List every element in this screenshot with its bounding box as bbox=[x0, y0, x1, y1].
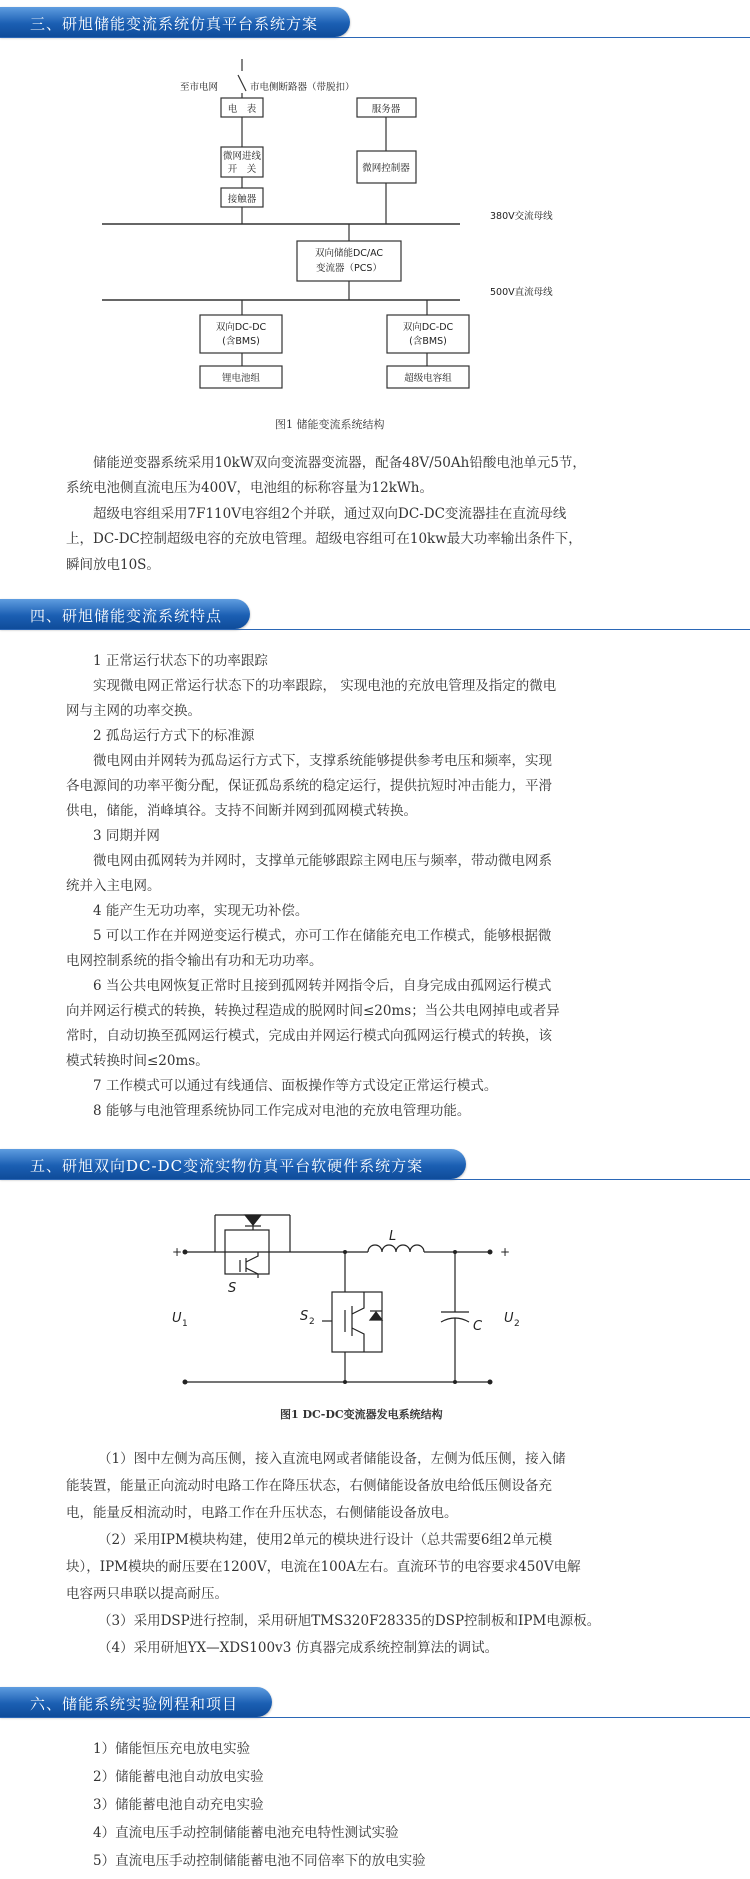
dcdc-box-left-line2: (含BMS) bbox=[222, 336, 260, 347]
feature-5-text-cont: 电网控制系统的指令输出有功和无功功率。 bbox=[66, 953, 323, 969]
s3-para-1-line-2: 系统电池侧直流电压为400V，电池组的标称容量为12kWh。 bbox=[66, 480, 433, 496]
s3-para-1-line-1: 储能逆变器系统采用10kW双向变流器变流器，配备48V/50Ah铅酸电池单元5节， bbox=[93, 455, 586, 471]
feature-4-heading: 4 能产生无功功率，实现无功补偿。 bbox=[93, 903, 309, 919]
battery-box: 锂电池组 bbox=[221, 373, 261, 384]
s5-point-1-cont-2: 电，能量反相流动时，电路工作在升压状态，右侧储能设备放电。 bbox=[66, 1505, 458, 1521]
terminal-plus-right: + bbox=[500, 1245, 511, 1259]
s3-para-2-line-2: 上，DC-DC控制超级电容的充放电管理。超级电容组可在10kw最大功率输出条件下， bbox=[66, 531, 582, 547]
line-switch-box-line2: 开 关 bbox=[227, 164, 257, 175]
figure-1-caption: 图1 储能变流系统结构 bbox=[275, 418, 385, 431]
dcdc-box-right-line2: (含BMS) bbox=[409, 336, 447, 347]
section-3-header bbox=[0, 4, 750, 40]
pcs-box-line2: 变流器（PCS） bbox=[316, 263, 382, 274]
feature-6-text-cont-3: 模式转换时间≤20ms。 bbox=[66, 1053, 209, 1069]
meter-box: 电 表 bbox=[227, 104, 257, 115]
experiment-item-4: 4）直流电压手动控制储能蓄电池充电特性测试实验 bbox=[93, 1825, 399, 1841]
voltage-u1-label: U bbox=[172, 1311, 182, 1326]
feature-2-text-cont-2: 供电，储能，消峰填谷。支持不间断并网到孤网模式转换。 bbox=[66, 803, 417, 819]
switch-s2-label: S bbox=[300, 1309, 309, 1324]
feature-8-heading: 8 能够与电池管理系统协同工作完成对电池的充放电管理功能。 bbox=[93, 1103, 471, 1119]
feature-1-text-cont: 网与主网的功率交换。 bbox=[66, 703, 201, 719]
feature-7-heading: 7 工作模式可以通过有线通信、面板操作等方式设定正常运行模式。 bbox=[93, 1078, 498, 1094]
section-5-header bbox=[0, 1146, 750, 1182]
server-box: 服务器 bbox=[371, 104, 401, 115]
voltage-u2-subscript: 2 bbox=[514, 1319, 520, 1329]
capacitor-label: C bbox=[473, 1319, 483, 1334]
feature-2-text-cont-1: 各电源间的功率平衡分配，保证孤岛系统的稳定运行，提供抗短时冲击能力，平滑 bbox=[66, 778, 552, 794]
switch-s2-subscript: 2 bbox=[309, 1317, 315, 1327]
feature-6-heading: 6 当公共电网恢复正常时且接到孤网转并网指令后，自身完成由孤网运行模式 bbox=[93, 978, 552, 994]
feature-3-heading: 3 同期并网 bbox=[93, 828, 160, 844]
feature-6-text-cont-1: 向并网运行模式的转换，转换过程造成的脱网时间≤20ms；当公共电网掉电或者异 bbox=[66, 1003, 560, 1019]
dcdc-box-right: 双向DC-DC bbox=[402, 322, 454, 333]
s5-point-2-cont-1: 块），IPM模块的耐压要在1200V，电流在100A左右。直流环节的电容要求450V电解 bbox=[66, 1559, 581, 1575]
terminal-plus-left: + bbox=[172, 1245, 183, 1259]
experiment-item-5: 5）直流电压手动控制储能蓄电池不同倍率下的放电实验 bbox=[93, 1853, 426, 1869]
s5-point-1: （1）图中左侧为高压侧，接入直流电网或者储能设备，左侧为低压侧，接入储 bbox=[98, 1451, 566, 1467]
switch-s1-label: S bbox=[228, 1281, 237, 1296]
dc-bus-label: 500V直流母线 bbox=[490, 287, 553, 298]
feature-3-text: 微电网由孤网转为并网时，支撑单元能够跟踪主网电压与频率，带动微电网系 bbox=[93, 853, 552, 869]
section-4-header bbox=[0, 596, 750, 632]
s3-para-2-line-3: 瞬间放电10S。 bbox=[66, 557, 160, 573]
inductor-label: L bbox=[389, 1229, 397, 1244]
contactor-box: 接触器 bbox=[227, 194, 257, 205]
s5-point-2-cont-2: 电容两只串联以提高耐压。 bbox=[66, 1586, 228, 1602]
section-5-title: 五、研旭双向DC-DC变流实物仿真平台软硬件系统方案 bbox=[30, 1157, 424, 1175]
feature-1-text: 实现微电网正常运行状态下的功率跟踪， 实现电池的充放电管理及指定的微电 bbox=[93, 678, 557, 694]
feature-3-text-cont: 统并入主电网。 bbox=[66, 878, 161, 894]
feature-6-text-cont-2: 常时，自动切换至孤网运行模式，完成由并网运行模式向孤网运行模式的转换，该 bbox=[66, 1028, 552, 1044]
voltage-u1-subscript: 1 bbox=[182, 1319, 188, 1329]
voltage-u2-label: U bbox=[504, 1311, 514, 1326]
experiment-item-2: 2）储能蓄电池自动放电实验 bbox=[93, 1769, 264, 1785]
s5-point-1-cont-1: 能装置，能量正向流动时电路工作在降压状态，右侧储能设备放电给低压侧设备充 bbox=[66, 1478, 552, 1494]
dcdc-box-left: 双向DC-DC bbox=[215, 322, 267, 333]
s5-point-2: （2）采用IPM模块构建，使用2单元的模块进行设计（总共需要6组2单元模 bbox=[98, 1532, 553, 1548]
s5-point-3: （3）采用DSP进行控制，采用研旭TMS320F28335的DSP控制板和IPM电源板。 bbox=[98, 1613, 601, 1629]
breaker-label: 市电侧断路器（带脱扣） bbox=[250, 82, 355, 93]
microgrid-controller-box: 微网控制器 bbox=[362, 163, 410, 174]
feature-5-heading: 5 可以工作在并网逆变运行模式，亦可工作在储能充电工作模式，能够根据微 bbox=[93, 928, 552, 944]
feature-1-heading: 1 正常运行状态下的功率跟踪 bbox=[93, 653, 268, 669]
figure-2-caption: 图1 DC-DC变流器发电系统结构 bbox=[280, 1408, 443, 1421]
section-4-title: 四、研旭储能变流系统特点 bbox=[30, 607, 223, 625]
experiment-item-3: 3）储能蓄电池自动充电实验 bbox=[93, 1797, 264, 1813]
s5-point-4: （4）采用研旭YX—XDS100v3 仿真器完成系统控制算法的调试。 bbox=[98, 1640, 499, 1656]
pcs-box: 双向储能DC/AC bbox=[314, 248, 384, 259]
supercap-box: 超级电容组 bbox=[404, 373, 452, 384]
ac-bus-label: 380V交流母线 bbox=[490, 211, 553, 222]
dcdc-circuit-diagram bbox=[0, 1200, 750, 1400]
feature-2-text: 微电网由并网转为孤岛运行方式下，支撑系统能够提供参考电压和频率，实现 bbox=[93, 753, 552, 769]
section-6-header bbox=[0, 1684, 750, 1720]
grid-label: 至市电网 bbox=[179, 82, 219, 93]
storage-system-diagram bbox=[0, 55, 750, 400]
experiment-item-1: 1）储能恒压充电放电实验 bbox=[93, 1741, 251, 1757]
feature-2-heading: 2 孤岛运行方式下的标准源 bbox=[93, 728, 255, 744]
s3-para-2-line-1: 超级电容组采用7F110V电容组2个并联，通过双向DC-DC变流器挂在直流母线 bbox=[93, 506, 567, 522]
line-switch-box: 微网进线 bbox=[222, 151, 262, 162]
section-3-title: 三、研旭储能变流系统仿真平台系统方案 bbox=[30, 15, 319, 33]
section-6-title: 六、储能系统实验例程和项目 bbox=[30, 1695, 239, 1713]
